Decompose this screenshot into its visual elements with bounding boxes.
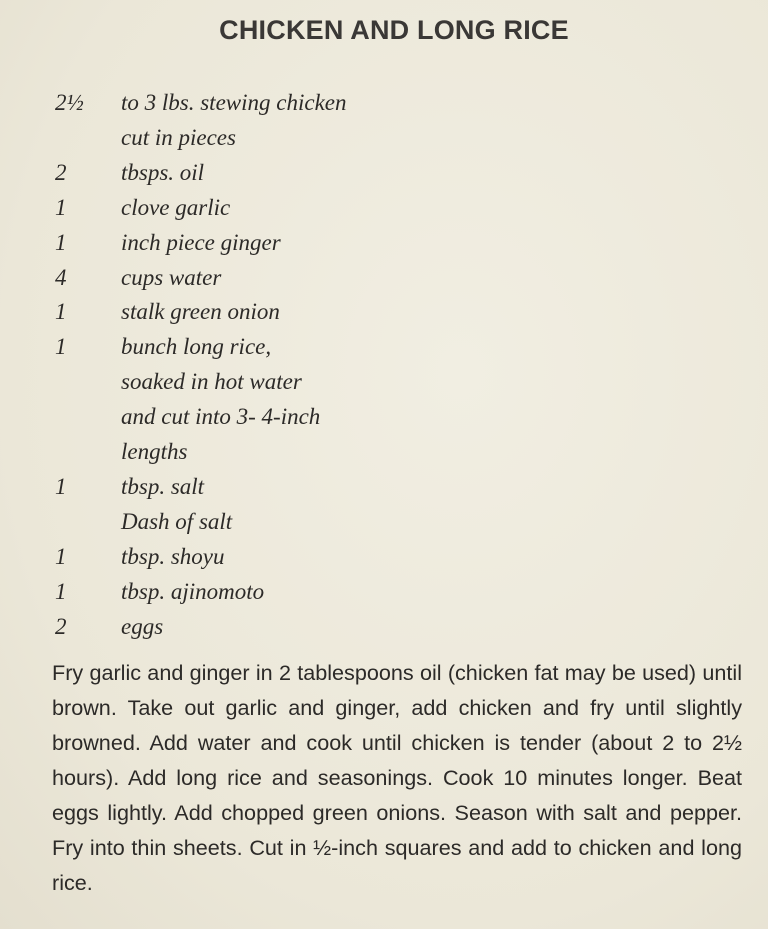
ingredient-text: Dash of salt bbox=[121, 508, 233, 534]
ingredient-row bbox=[55, 470, 735, 505]
ingredient-quantity: 1 bbox=[55, 299, 67, 325]
recipe-instructions: Fry garlic and ginger in 2 tablespoons oil (chicken fat may be used) until brown. Take out garlic and ginger, add chicken and fry until slightly browned. Add water and cook until chicken is tender (about 2 to 2½ hours). Add long rice and seasonings. Cook 10 minutes longer. Beat eggs lightly. Add chopped green onions. Season with salt and pepper. Fry into thin sheets. Cut in ½-inch squares and add to chicken and long rice. bbox=[52, 660, 742, 895]
ingredient-text: tbsps. oil bbox=[121, 159, 205, 185]
ingredient-text: tbsp. ajinomoto bbox=[121, 578, 265, 604]
ingredient-quantity: 4 bbox=[55, 264, 67, 290]
ingredient-quantity: 1 bbox=[55, 578, 67, 604]
ingredient-row bbox=[55, 226, 735, 261]
ingredient-row bbox=[55, 610, 735, 645]
ingredient-row bbox=[55, 191, 735, 226]
ingredient-text: clove garlic bbox=[121, 194, 231, 220]
ingredient-quantity: 2 bbox=[55, 613, 67, 639]
ingredient-text: cups water bbox=[121, 264, 222, 290]
ingredient-quantity: 1 bbox=[55, 543, 67, 569]
ingredient-row bbox=[55, 295, 735, 330]
ingredient-row bbox=[55, 156, 735, 191]
ingredient-quantity bbox=[55, 505, 121, 540]
ingredient-quantity: 2½ bbox=[55, 90, 84, 115]
ingredient-row bbox=[55, 540, 735, 575]
ingredient-list bbox=[55, 86, 735, 645]
ingredient-row bbox=[55, 86, 735, 156]
ingredient-quantity: 1 bbox=[55, 334, 67, 360]
ingredient-text: tbsp. salt bbox=[121, 473, 205, 499]
ingredient-text: stalk green onion bbox=[121, 299, 280, 325]
ingredient-text: eggs bbox=[121, 613, 164, 639]
ingredient-quantity: 2 bbox=[55, 159, 67, 185]
ingredient-quantity: 1 bbox=[55, 229, 67, 255]
ingredient-row bbox=[55, 505, 735, 540]
ingredient-text: to 3 lbs. stewing chicken cut in pieces bbox=[121, 90, 347, 150]
ingredient-text: bunch long rice, soaked in hot water and cut into 3- 4-inch lengths bbox=[121, 334, 321, 465]
ingredient-row bbox=[55, 261, 735, 296]
recipe-title: CHICKEN AND LONG RICE bbox=[219, 15, 569, 45]
ingredient-row bbox=[55, 575, 735, 610]
ingredient-quantity: 1 bbox=[55, 473, 67, 499]
ingredient-row bbox=[55, 330, 735, 470]
ingredient-text: inch piece ginger bbox=[121, 229, 281, 255]
ingredient-quantity: 1 bbox=[55, 194, 67, 220]
ingredient-text: tbsp. shoyu bbox=[121, 543, 225, 569]
